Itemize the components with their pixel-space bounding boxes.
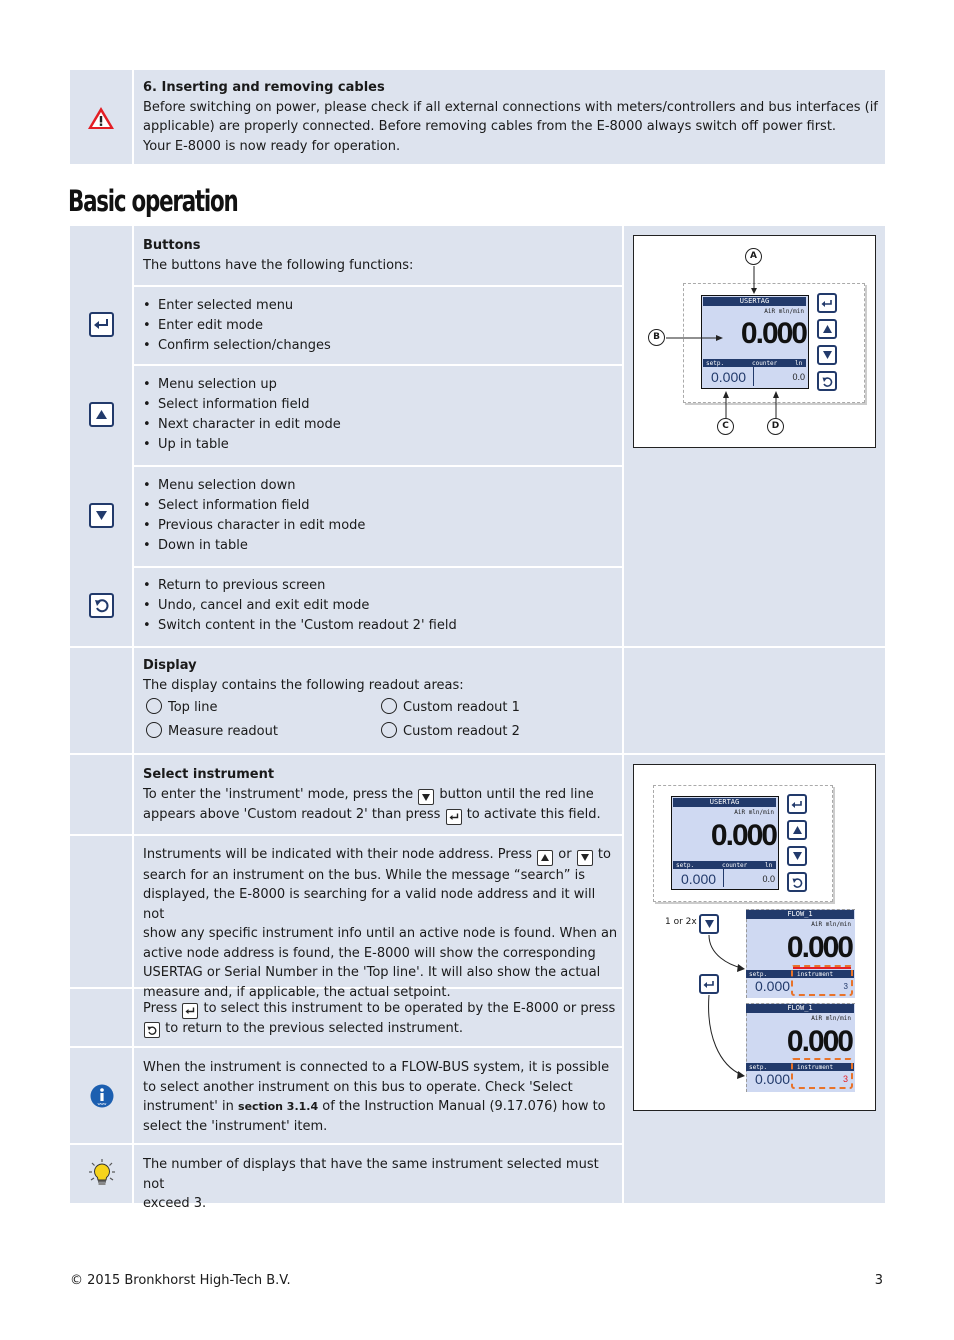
buttons-title: Buttons: [143, 238, 201, 253]
lcd-setp-value: 0.000: [711, 369, 747, 385]
list-item: • Return to previous screen: [143, 576, 457, 596]
display-area-measure: Measure readout: [146, 722, 278, 742]
display-area-custom-2: Custom readout 2: [381, 722, 520, 742]
lcd-setp-value: 0.000: [681, 871, 717, 887]
list-item: • Enter selected menu: [143, 296, 331, 316]
list-item: • Select information field: [143, 395, 341, 415]
warning-line: Your E-8000 is now ready for operation.: [143, 138, 401, 154]
warning-title: 6. Inserting and removing cables: [143, 80, 385, 95]
list-item: • Up in table: [143, 435, 341, 455]
enter-button-icon: [182, 1003, 198, 1019]
info-text: When the instrument is connected to a FLOW-BUS system, it is possible to select another instrument on this bus to operate. Check 'Select instrument' in section 3.1.4 of the Instruction Manual (9.17.076) how to select the 'instrument' item.: [143, 1060, 610, 1134]
list-item: • Down in table: [143, 536, 365, 556]
lcd-counter-value: 0.0: [792, 372, 805, 382]
up-functions: [143, 375, 341, 455]
back-button-icon: [144, 1022, 160, 1038]
circle-icon: [146, 722, 162, 738]
lcd-measure: 0.000: [786, 1025, 852, 1058]
select-title: Select instrument: [143, 767, 275, 782]
warning-text: [143, 78, 878, 156]
buttons-intro: The buttons have the following functions:: [143, 257, 414, 273]
list-item: • Enter edit mode: [143, 316, 331, 336]
paragraph-line: show any specific instrument info until an active node is found. When an: [143, 926, 618, 941]
section-reference: section 3.1.4: [238, 1100, 319, 1113]
list-item: • Menu selection up: [143, 375, 341, 395]
paragraph-line: search for an instrument on the bus. While the message “search” is: [143, 867, 586, 883]
lcd-node-value: 3: [842, 1074, 848, 1084]
flow-arrows: [634, 765, 875, 1110]
down-button-icon: [89, 503, 114, 528]
tip-text: The number of displays that have the same instrument selected must not exceed 3.: [143, 1157, 599, 1211]
lcd-unit: AiR mln/min: [764, 308, 804, 315]
callout-c: C: [717, 418, 734, 435]
press-count-label: 1 or 2x: [665, 917, 697, 927]
display-area-top-line: Top line: [146, 698, 218, 718]
lcd-setp-label: setp.: [706, 360, 725, 367]
circle-icon: [381, 698, 397, 714]
display-title: Display: [143, 658, 197, 673]
enter-button-icon: [89, 312, 114, 337]
callout-d: D: [767, 418, 784, 435]
lcd-measure: 0.000: [710, 819, 776, 852]
lcd-ln-label: ln: [795, 360, 803, 367]
lcd-measure: 0.000: [786, 931, 852, 964]
down-functions: [143, 476, 365, 556]
list-item: • Undo, cancel and exit edit mode: [143, 596, 457, 616]
select-instrument-p2: Instruments will be indicated with their node address. Press or to search for an instrument on the bus. While the message “search” is displayed, the E-8000 is searching for a valid node address and it will not show any specific instrument info until an active node is found. When an active node address is found, the E-8000 will show the corresponding USERTAG or Serial Number in the 'Top line'. It will also show the actual measure and, if applicable, the actual setpoint.: [143, 845, 618, 1002]
footer-copyright: © 2015 Bronkhorst High-Tech B.V.: [70, 1273, 291, 1288]
callout-b: B: [648, 329, 665, 346]
select-instrument-diagram: [633, 764, 876, 1111]
list-item: • Select information field: [143, 496, 365, 516]
lcd-setp-label: setp.: [749, 1064, 768, 1071]
callout-a: A: [745, 248, 762, 265]
select-instrument-p1: Select instrument To enter the 'instrument' mode, press the button until the red line appears above 'Custom readout 2' than press to activate this field.: [143, 765, 618, 825]
section-title: Basic operation: [68, 184, 238, 218]
lcd-topline: FLOW_1: [746, 910, 854, 919]
display-intro: The display contains the following readout areas:: [143, 677, 464, 693]
lcd-setp-value: 0.000: [755, 978, 791, 994]
lcd-counter-label: counter: [722, 862, 748, 869]
list-item: • Confirm selection/changes: [143, 336, 331, 356]
down-button-icon: [418, 789, 434, 805]
lcd-measure: 0.000: [740, 317, 806, 350]
lcd-topline: USERTAG: [703, 297, 806, 306]
display-section: [143, 656, 613, 695]
lcd-topline: FLOW_1: [746, 1004, 854, 1013]
enter-functions: [143, 296, 331, 356]
warning-line: Before switching on power, please check if all external connections with meters/controllers and bus interfaces (if: [143, 99, 878, 115]
lcd-topline: USERTAG: [673, 798, 776, 807]
lcd-ln-label: ln: [765, 862, 773, 869]
lcd-instrument-label: instrument: [797, 971, 834, 978]
lcd-counter-label: counter: [752, 360, 778, 367]
paragraph-line: active node address is found, the E-8000 will show the corresponding: [143, 945, 596, 961]
paragraph-line: displayed, the E-8000 is searching for a valid node address and it will not: [143, 887, 596, 922]
info-icon: [90, 1084, 114, 1112]
list-item: • Switch content in the 'Custom readout 2' field: [143, 616, 457, 636]
lcd-unit: AiR mln/min: [811, 921, 851, 928]
display-diagram: [633, 235, 876, 448]
lcd-instrument-label: instrument: [797, 1064, 834, 1071]
back-functions: [143, 576, 457, 636]
list-item: • Next character in edit mode: [143, 415, 341, 435]
lcd-setp-label: setp.: [676, 862, 695, 869]
list-item: • Previous character in edit mode: [143, 516, 365, 536]
down-button-icon: [577, 850, 593, 866]
up-button-icon: [89, 402, 114, 427]
lcd-node-value: 3: [843, 982, 848, 991]
up-button-icon: [537, 850, 553, 866]
select-instrument-p3: Press to select this instrument to be operated by the E-8000 or press to return to the previous selected instrument.: [143, 1001, 616, 1036]
paragraph-line: measure and, if applicable, the actual setpoint.: [143, 984, 451, 1000]
back-button-icon: [89, 593, 114, 618]
svg-text:www: www: [97, 1101, 107, 1106]
lcd-unit: AiR mln/min: [811, 1015, 851, 1022]
callout-lines: [634, 236, 875, 447]
circle-icon: [381, 722, 397, 738]
lcd-unit: AiR mln/min: [734, 809, 774, 816]
display-area-custom-1: Custom readout 1: [381, 698, 520, 718]
lcd-setp-label: setp.: [749, 971, 768, 978]
lightbulb-icon: [88, 1158, 116, 1192]
warning-line: applicable) are properly connected. Before removing cables from the E-8000 always switch off power first.: [143, 119, 837, 134]
warning-icon: [87, 106, 115, 134]
circle-icon: [146, 698, 162, 714]
list-item: • Menu selection down: [143, 476, 365, 496]
enter-button-icon: [446, 809, 462, 825]
footer-page-number: 3: [874, 1273, 883, 1288]
lcd-counter-value: 0.0: [762, 874, 775, 884]
paragraph-line: USERTAG or Serial Number in the 'Top line'. It will also show the actual: [143, 965, 601, 980]
buttons-header: [143, 236, 613, 275]
lcd-setp-value: 0.000: [755, 1071, 791, 1087]
